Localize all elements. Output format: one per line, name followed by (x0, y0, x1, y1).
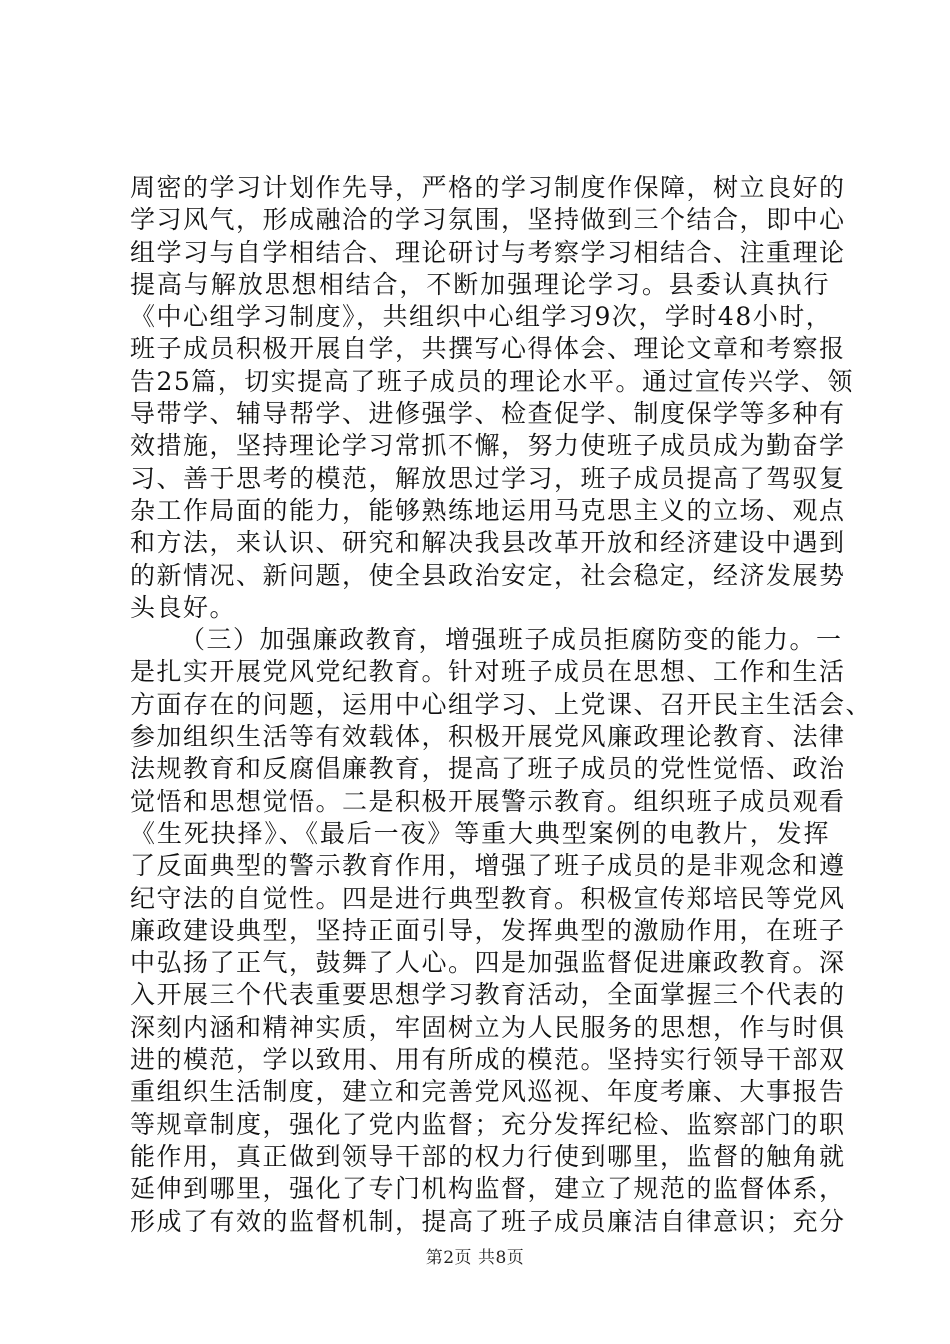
text-line: 进的模范，学以致用、用有所成的模范。坚持实行领导干部双 (130, 1045, 846, 1075)
text-line: 的新情况、新问题，使全县政治安定，社会稳定，经济发展势 (130, 560, 846, 590)
text-line: 重组织生活制度，建立和完善党风巡视、年度考廉、大事报告 (130, 1077, 846, 1107)
text-line: 等规章制度，强化了党内监督；充分发挥纪检、监察部门的职 (130, 1109, 846, 1139)
text-line: 延伸到哪里，强化了专门机构监督，建立了规范的监督体系， (130, 1174, 846, 1204)
text-line: 《中心组学习制度》，共组织中心组学习9次，学时48小时， (130, 302, 833, 332)
text-line: 导带学、辅导帮学、进修强学、检查促学、制度保学等多种有 (130, 399, 846, 429)
page-footer: 第2页 共8页 (425, 1248, 525, 1268)
text-line: 头良好。 (130, 592, 237, 622)
text-line: 纪守法的自觉性。四是进行典型教育。积极宣传郑培民等党风 (130, 883, 846, 913)
text-line: 杂工作局面的能力，能够熟练地运用马克思主义的立场、观点 (130, 495, 846, 525)
text-line: 形成了有效的监督机制，提高了班子成员廉洁自律意识；充分 (130, 1206, 846, 1236)
text-line: 法规教育和反腐倡廉教育，提高了班子成员的党性觉悟、政治 (130, 754, 846, 784)
text-line: 中弘扬了正气，鼓舞了人心。四是加强监督促进廉政教育。深 (130, 948, 846, 978)
text-line: 和方法，来认识、研究和解决我县改革开放和经济建设中遇到 (130, 528, 846, 558)
text-line: 周密的学习计划作先导，严格的学习制度作保障，树立良好的 (130, 173, 846, 202)
text-line: 了反面典型的警示教育作用，增强了班子成员的是非观念和遵 (130, 851, 846, 881)
text-line: 深刻内涵和精神实质，牢固树立为人民服务的思想，作与时俱 (130, 1012, 846, 1042)
section-heading-line: （三）加强廉政教育，增强班子成员拒腐防变的能力。一 (180, 625, 843, 655)
text-line: 班子成员积极开展自学，共撰写心得体会、理论文章和考察报 (130, 334, 846, 364)
text-line: 方面存在的问题，运用中心组学习、上党课、召开民主生活会、 (130, 689, 873, 719)
text-line: 提高与解放思想相结合，不断加强理论学习。县委认真执行 (130, 269, 830, 299)
text-line: 组学习与自学相结合、理论研讨与考察学习相结合、注重理论 (130, 237, 846, 267)
text-line: 廉政建设典型，坚持正面引导，发挥典型的激励作用，在班子 (130, 915, 846, 945)
text-line: 能作用，真正做到领导干部的权力行使到哪里，监督的触角就 (130, 1141, 846, 1171)
text-line: 学习风气，形成融洽的学习氛围，坚持做到三个结合，即中心 (130, 205, 846, 235)
text-line: 习、善于思考的模范，解放思过学习，班子成员提高了驾驭复 (130, 463, 846, 493)
text-line: 入开展三个代表重要思想学习教育活动，全面掌握三个代表的 (130, 980, 846, 1010)
text-line: 参加组织生活等有效载体，积极开展党风廉政理论教育、法律 (130, 722, 846, 752)
text-line: 是扎实开展党风党纪教育。针对班子成员在思想、工作和生活 (130, 657, 846, 687)
text-line: 效措施，坚持理论学习常抓不懈，努力使班子成员成为勤奋学 (130, 431, 846, 461)
text-line: 觉悟和思想觉悟。二是积极开展警示教育。组织班子成员观看 (130, 786, 846, 816)
text-line: 《生死抉择》、《最后一夜》等重大典型案例的电教片，发挥 (130, 818, 830, 848)
text-line: 告25篇，切实提高了班子成员的理论水平。通过宣传兴学、领 (130, 366, 854, 396)
body-text (130, 172, 873, 1238)
